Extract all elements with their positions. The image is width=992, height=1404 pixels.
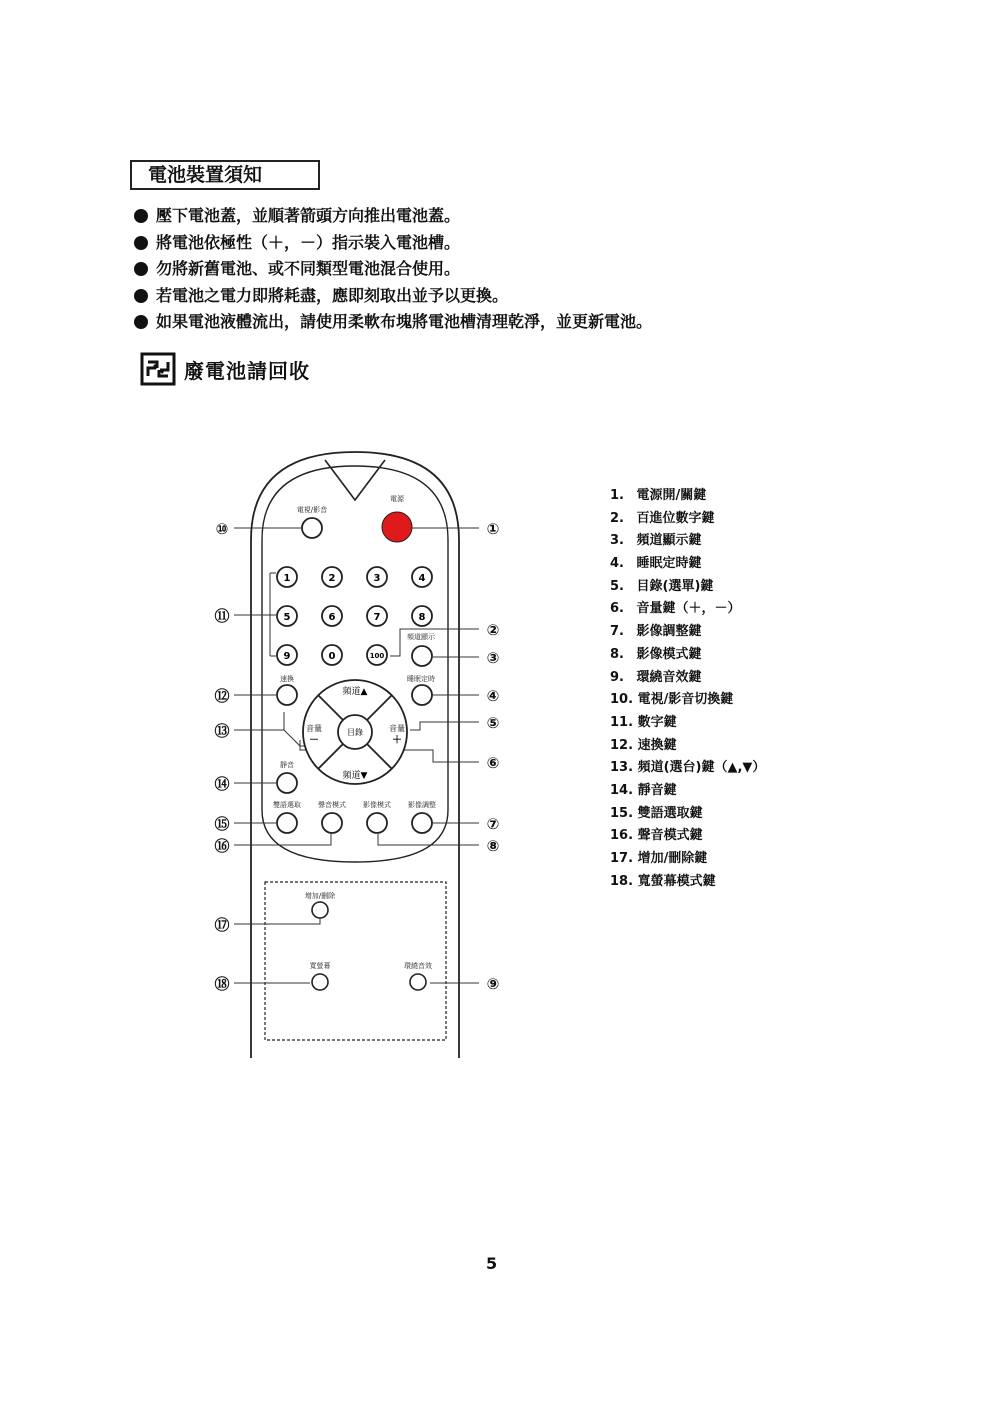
legend-item: 1. 電源開/關鍵 — [610, 488, 707, 503]
digit-button-9[interactable] — [277, 645, 297, 665]
svg-text:6: 6 — [328, 612, 336, 623]
menu-label: 目錄 — [347, 728, 363, 737]
add-delete-button[interactable] — [312, 902, 328, 918]
legend-item: 7. 影像調整鍵 — [610, 624, 702, 640]
digit-button-4[interactable] — [412, 567, 432, 587]
callout-18: ⑱ — [214, 975, 230, 993]
tv-av-button[interactable] — [302, 518, 322, 538]
callout-10: ⑩ — [215, 520, 229, 538]
digit-button-1[interactable] — [277, 567, 297, 587]
channel-up-label: 頻道▲ — [342, 687, 368, 697]
callout-5: ⑤ — [486, 714, 500, 732]
sound-mode-label: 聲音模式 — [318, 801, 346, 809]
channel-down-label: 頻道▼ — [342, 771, 368, 781]
legend-item: 2. 百進位數字鍵 — [610, 510, 715, 526]
tv-av-label: 電視/影音 — [296, 506, 328, 514]
wide-label: 寬螢幕 — [309, 962, 331, 970]
legend-item: 12. 速換鍵 — [610, 737, 677, 753]
svg-text:1: 1 — [283, 573, 291, 584]
volume-right-label: 音量 — [389, 724, 405, 733]
surround-button[interactable] — [410, 974, 426, 990]
list-item: 勿將新舊電池、或不同類型電池混合使用。 — [134, 258, 652, 285]
digit-button-6[interactable] — [322, 606, 342, 626]
legend-item: 17. 增加/刪除鍵 — [610, 851, 708, 866]
svg-text:4: 4 — [418, 573, 426, 584]
sleep-label: 睡眠定時 — [407, 675, 435, 683]
callout-14: ⑭ — [214, 775, 230, 793]
sound-mode-button[interactable] — [322, 813, 342, 833]
volume-minus-sign: － — [309, 735, 319, 746]
channel-display-button[interactable] — [412, 646, 432, 666]
callout-2: ② — [486, 621, 500, 639]
callout-7: ⑦ — [486, 815, 500, 833]
svg-text:3: 3 — [373, 573, 381, 584]
callout-3: ③ — [486, 649, 500, 667]
list-item: 若電池之電力即將耗盡，應即刻取出並予以更換。 — [134, 285, 652, 312]
volume-plus-sign: ＋ — [392, 735, 402, 746]
channel-display-label: 頻道顯示 — [407, 633, 435, 641]
nav-pad — [303, 680, 407, 784]
callout-16: ⑯ — [214, 837, 230, 855]
digit-buttons — [277, 567, 432, 665]
sleep-button[interactable] — [412, 685, 432, 705]
legend-item: 11. 數字鍵 — [610, 714, 677, 730]
callout-1: ① — [486, 520, 500, 538]
digit-button-7[interactable] — [367, 606, 387, 626]
list-item: 如果電池液體流出，請使用柔軟布塊將電池槽清理乾淨，並更新電池。 — [134, 311, 652, 338]
svg-text:9: 9 — [283, 651, 291, 662]
legend-item: 15. 雙語選取鍵 — [610, 805, 703, 821]
digit-button-2[interactable] — [322, 567, 342, 587]
svg-text:7: 7 — [373, 612, 381, 623]
svg-text:2: 2 — [328, 573, 336, 584]
picture-adjust-label: 影像調整 — [408, 801, 436, 809]
digit-button-8[interactable] — [412, 606, 432, 626]
legend-item: 10. 電視/影音切換鍵 — [610, 692, 734, 708]
legend-item: 14. 靜音鍵 — [610, 782, 677, 798]
mute-label: 靜音 — [280, 761, 294, 769]
mute-button[interactable] — [277, 773, 297, 793]
legend-item: 9. 環繞音效鍵 — [610, 669, 702, 685]
picture-mode-button[interactable] — [367, 813, 387, 833]
legend-item: 16. 聲音模式鍵 — [610, 828, 703, 844]
bilingual-button[interactable] — [277, 813, 297, 833]
callout-9: ⑨ — [486, 975, 500, 993]
legend-item: 8. 影像模式鍵 — [610, 646, 702, 662]
svg-text:8: 8 — [418, 612, 426, 623]
legend-item: 4. 睡眠定時鍵 — [610, 556, 702, 572]
recycle-text: 廢電池請回收 — [184, 358, 310, 383]
callout-11: ⑪ — [214, 607, 230, 625]
callout-17: ⑰ — [214, 916, 230, 934]
button-legend — [610, 486, 765, 894]
digit-button-0[interactable] — [322, 645, 342, 665]
digit-button-5[interactable] — [277, 606, 297, 626]
legend-item: 3. 頻道顯示鍵 — [610, 533, 702, 549]
legend-item: 5. 目錄(選單)鍵 — [610, 578, 714, 594]
callout-6: ⑥ — [486, 754, 500, 772]
callout-4: ④ — [486, 687, 500, 705]
swap-label: 速換 — [280, 675, 294, 683]
digit-button-100[interactable] — [367, 645, 387, 665]
callout-15: ⑮ — [214, 815, 230, 833]
power-label: 電源 — [390, 495, 404, 503]
legend-item: 6. 音量鍵（＋，－） — [610, 601, 741, 617]
list-item: 將電池依極性（＋，－）指示裝入電池槽。 — [134, 232, 652, 259]
picture-adjust-button[interactable] — [412, 813, 432, 833]
legend-item: 18. 寬螢幕模式鍵 — [610, 873, 716, 889]
add-delete-label: 增加/刪除 — [304, 892, 336, 900]
svg-text:0: 0 — [328, 651, 336, 662]
picture-mode-label: 影像模式 — [363, 801, 391, 809]
digit-button-3[interactable] — [367, 567, 387, 587]
callout-12: ⑫ — [214, 687, 230, 705]
page-number: 5 — [486, 1254, 498, 1273]
callout-13: ⑬ — [214, 722, 230, 740]
wide-screen-button[interactable] — [312, 974, 328, 990]
surround-label: 環繞音效 — [404, 962, 432, 970]
legend-item: 13. 頻道(選台)鍵（▲,▼） — [610, 760, 766, 776]
section-title: 電池裝置須知 — [130, 160, 320, 190]
swap-button[interactable] — [277, 685, 297, 705]
power-button[interactable] — [382, 512, 412, 542]
callout-8: ⑧ — [486, 837, 500, 855]
svg-text:100: 100 — [369, 652, 385, 660]
bilingual-label: 雙語選取 — [273, 801, 301, 809]
svg-text:5: 5 — [283, 612, 291, 623]
list-item: 壓下電池蓋，並順著箭頭方向推出電池蓋。 — [134, 205, 652, 232]
volume-left-label: 音量 — [306, 724, 322, 733]
